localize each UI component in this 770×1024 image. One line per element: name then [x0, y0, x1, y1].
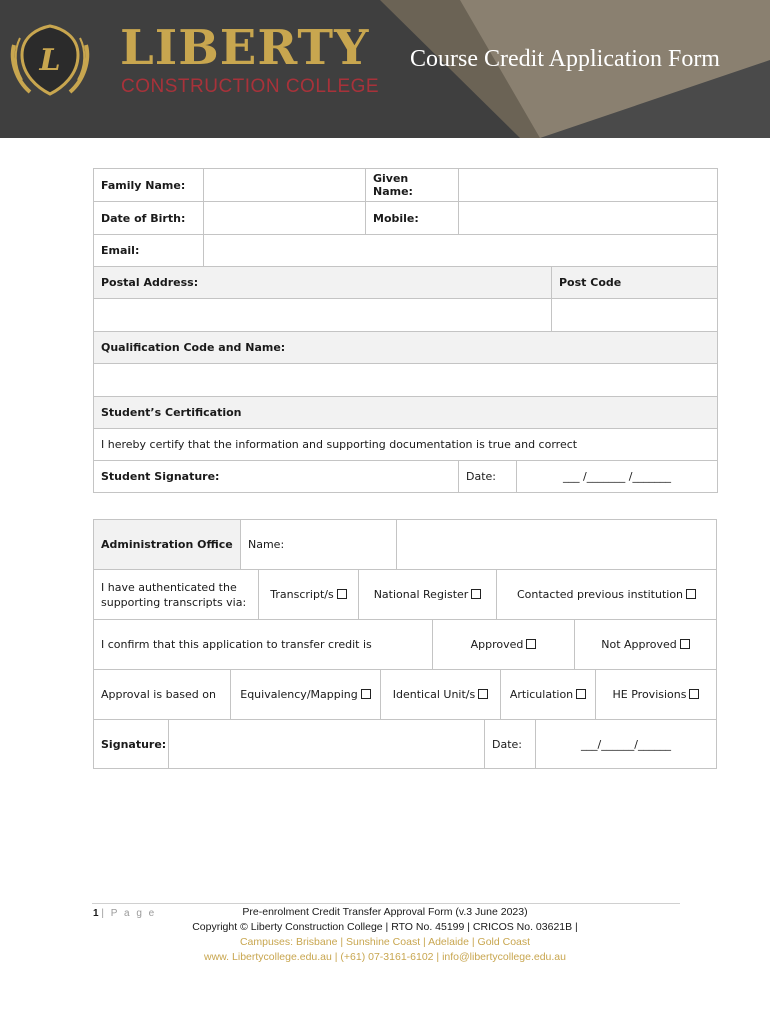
approved-option[interactable]: [433, 620, 575, 670]
page-word: | P a g e: [101, 908, 157, 919]
certification-text: I hereby certify that the information and supporting documentation is true and correct: [94, 429, 718, 461]
register-checkbox[interactable]: [471, 589, 481, 599]
contacted-option[interactable]: [497, 570, 717, 620]
he-provisions-label: HE Provisions: [612, 688, 687, 701]
authenticated-text: I have authenticated the supporting transcripts via:: [94, 570, 259, 620]
identical-checkbox[interactable]: [478, 689, 488, 699]
mobile-label: Mobile:: [366, 202, 459, 235]
student-date-field[interactable]: ___ /_______ /_______: [563, 470, 671, 483]
page-num-value: 1: [93, 908, 99, 919]
transcripts-label: Transcript/s: [270, 588, 334, 601]
given-name-field[interactable]: [459, 169, 718, 202]
admin-signature-label: Signature:: [94, 720, 169, 769]
admin-office-label: Administration Office: [94, 520, 241, 570]
postcode-field[interactable]: [552, 299, 718, 332]
articulation-checkbox[interactable]: [576, 689, 586, 699]
approval-basis-row: [93, 669, 717, 720]
student-details-table: [93, 168, 718, 493]
footer-form-version: Pre-enrolment Credit Transfer Approval Form (v.3 June 2023): [242, 906, 528, 918]
transcripts-checkbox[interactable]: [337, 589, 347, 599]
given-name-label: Given Name:: [366, 169, 459, 202]
admin-date-label: Date:: [485, 720, 536, 769]
articulation-option[interactable]: [501, 670, 596, 720]
confirm-text: I confirm that this application to transfer credit is: [94, 620, 433, 670]
postal-address-label: Postal Address:: [94, 267, 552, 299]
footer-contact[interactable]: www. Libertycollege.edu.au | (+61) 07-3161-6102 | info@libertycollege.edu.au: [204, 951, 566, 963]
transcripts-option[interactable]: [259, 570, 359, 620]
equivalency-checkbox[interactable]: [361, 689, 371, 699]
equivalency-label: Equivalency/Mapping: [240, 688, 358, 701]
admin-name-field[interactable]: [397, 520, 717, 570]
admin-date-field[interactable]: ___/______/______: [536, 720, 717, 769]
contacted-label: Contacted previous institution: [516, 588, 684, 601]
confirm-row: [93, 619, 717, 670]
not-approved-label: Not Approved: [601, 638, 677, 651]
admin-signature-field[interactable]: [169, 720, 485, 769]
email-field[interactable]: [204, 235, 718, 267]
admin-signature-row: [93, 719, 717, 769]
header-banner: [0, 0, 770, 138]
footer-campuses: Campuses: Brisbane | Sunshine Coast | Adelaide | Gold Coast: [239, 936, 531, 948]
register-label: National Register: [373, 588, 469, 601]
not-approved-option[interactable]: [575, 620, 717, 670]
qualification-label: Qualification Code and Name:: [94, 332, 718, 364]
admin-office-table: [93, 519, 717, 570]
footer-copyright: Copyright © Liberty Construction College | RTO No. 45199 | CRICOS No. 03621B |: [192, 921, 578, 933]
email-label: Email:: [94, 235, 204, 267]
logo-name: LIBERTY: [120, 20, 370, 76]
family-name-label: Family Name:: [94, 169, 204, 202]
postcode-label: Post Code: [552, 267, 718, 299]
form-title: Course Credit Application Form: [410, 46, 720, 72]
logo-subtitle: CONSTRUCTION COLLEGE: [121, 76, 380, 97]
admin-name-label: Name:: [241, 520, 397, 570]
he-provisions-option[interactable]: [596, 670, 717, 720]
equivalency-option[interactable]: [231, 670, 381, 720]
register-option[interactable]: [359, 570, 497, 620]
dob-field[interactable]: [204, 202, 366, 235]
identical-label: Identical Unit/s: [392, 688, 476, 701]
dob-label: Date of Birth:: [94, 202, 204, 235]
mobile-field[interactable]: [459, 202, 718, 235]
footer-rule: [92, 903, 680, 904]
approved-checkbox[interactable]: [526, 639, 536, 649]
contacted-checkbox[interactable]: [686, 589, 696, 599]
not-approved-checkbox[interactable]: [680, 639, 690, 649]
logo-letter: L: [39, 43, 61, 78]
approval-based-text: Approval is based on: [94, 670, 231, 720]
approved-label: Approved: [470, 638, 524, 651]
articulation-label: Articulation: [509, 688, 574, 701]
student-date-label: Date:: [459, 461, 517, 492]
family-name-field[interactable]: [204, 169, 366, 202]
he-provisions-checkbox[interactable]: [689, 689, 699, 699]
identical-option[interactable]: [381, 670, 501, 720]
student-signature-label[interactable]: Student Signature:: [94, 461, 459, 493]
postal-address-field[interactable]: [94, 299, 552, 332]
authentication-row: [93, 569, 717, 620]
qualification-field[interactable]: [94, 364, 718, 397]
certification-heading: Student’s Certification: [94, 397, 718, 429]
